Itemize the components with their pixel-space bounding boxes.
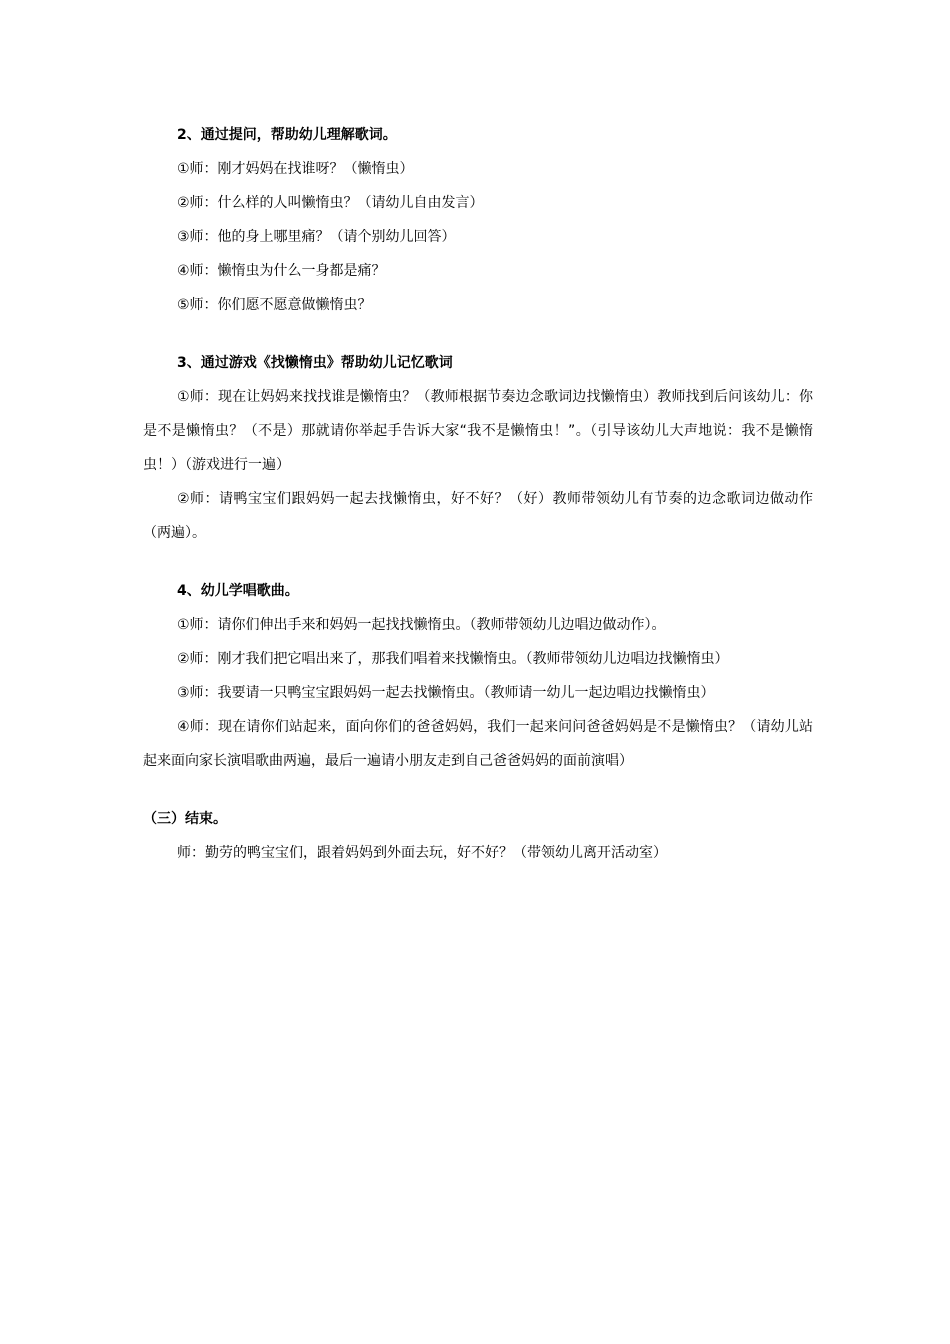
section-2 bbox=[143, 118, 813, 322]
game-paragraph: ①师：现在让妈妈来找找谁是懒惰虫？（教师根据节奏边念歌词边找懒惰虫）教师找到后问该幼儿：你是不是懒惰虫？（不是）那就请你举起手告诉大家“我不是懒惰虫！”。（引导该幼儿大声地说：我不是懒惰虫！）（游戏进行一遍） bbox=[143, 389, 813, 473]
question-item: ③师：他的身上哪里痛？（请个别幼儿回答） bbox=[177, 229, 456, 245]
singing-paragraph: ②师：刚才我们把它唱出来了，那我们唱着来找懒惰虫。（教师带领幼儿边唱边找懒惰虫） bbox=[177, 651, 729, 667]
singing-paragraph: ①师：请你们伸出手来和妈妈一起找找懒惰虫。（教师带领幼儿边唱边做动作）。 bbox=[177, 617, 666, 633]
question-item: ②师：什么样的人叫懒惰虫？（请幼儿自由发言） bbox=[177, 195, 484, 211]
document-body bbox=[143, 118, 813, 870]
singing-paragraph: ④师：现在请你们站起来，面向你们的爸爸妈妈，我们一起来问问爸爸妈妈是不是懒惰虫？（请幼儿站起来面向家长演唱歌曲两遍，最后一遍请小朋友走到自己爸爸妈妈的面前演唱） bbox=[143, 719, 813, 769]
section-3-heading: 3、通过游戏《找懒惰虫》帮助幼儿记忆歌词 bbox=[177, 355, 453, 371]
singing-paragraph: ③师：我要请一只鸭宝宝跟妈妈一起去找懒惰虫。（教师请一幼儿一起边唱边找懒惰虫） bbox=[177, 685, 715, 701]
question-item: ④师：懒惰虫为什么一身都是痛？ bbox=[177, 263, 386, 279]
section-end-heading: （三）结束。 bbox=[143, 811, 227, 827]
section-4-heading: 4、幼儿学唱歌曲。 bbox=[177, 583, 299, 599]
ending-paragraph: 师：勤劳的鸭宝宝们，跟着妈妈到外面去玩，好不好？（带领幼儿离开活动室） bbox=[177, 845, 667, 861]
game-paragraph: ②师：请鸭宝宝们跟妈妈一起去找懒惰虫，好不好？（好）教师带领幼儿有节奏的边念歌词边做动作（两遍）。 bbox=[143, 491, 813, 541]
question-item: ⑤师：你们愿不愿意做懒惰虫？ bbox=[177, 297, 372, 313]
section-3 bbox=[143, 346, 813, 550]
section-4 bbox=[143, 574, 813, 778]
section-end bbox=[143, 802, 813, 870]
question-item: ①师：刚才妈妈在找谁呀？（懒惰虫） bbox=[177, 161, 414, 177]
section-2-heading: 2、通过提问，帮助幼儿理解歌词。 bbox=[177, 127, 397, 143]
